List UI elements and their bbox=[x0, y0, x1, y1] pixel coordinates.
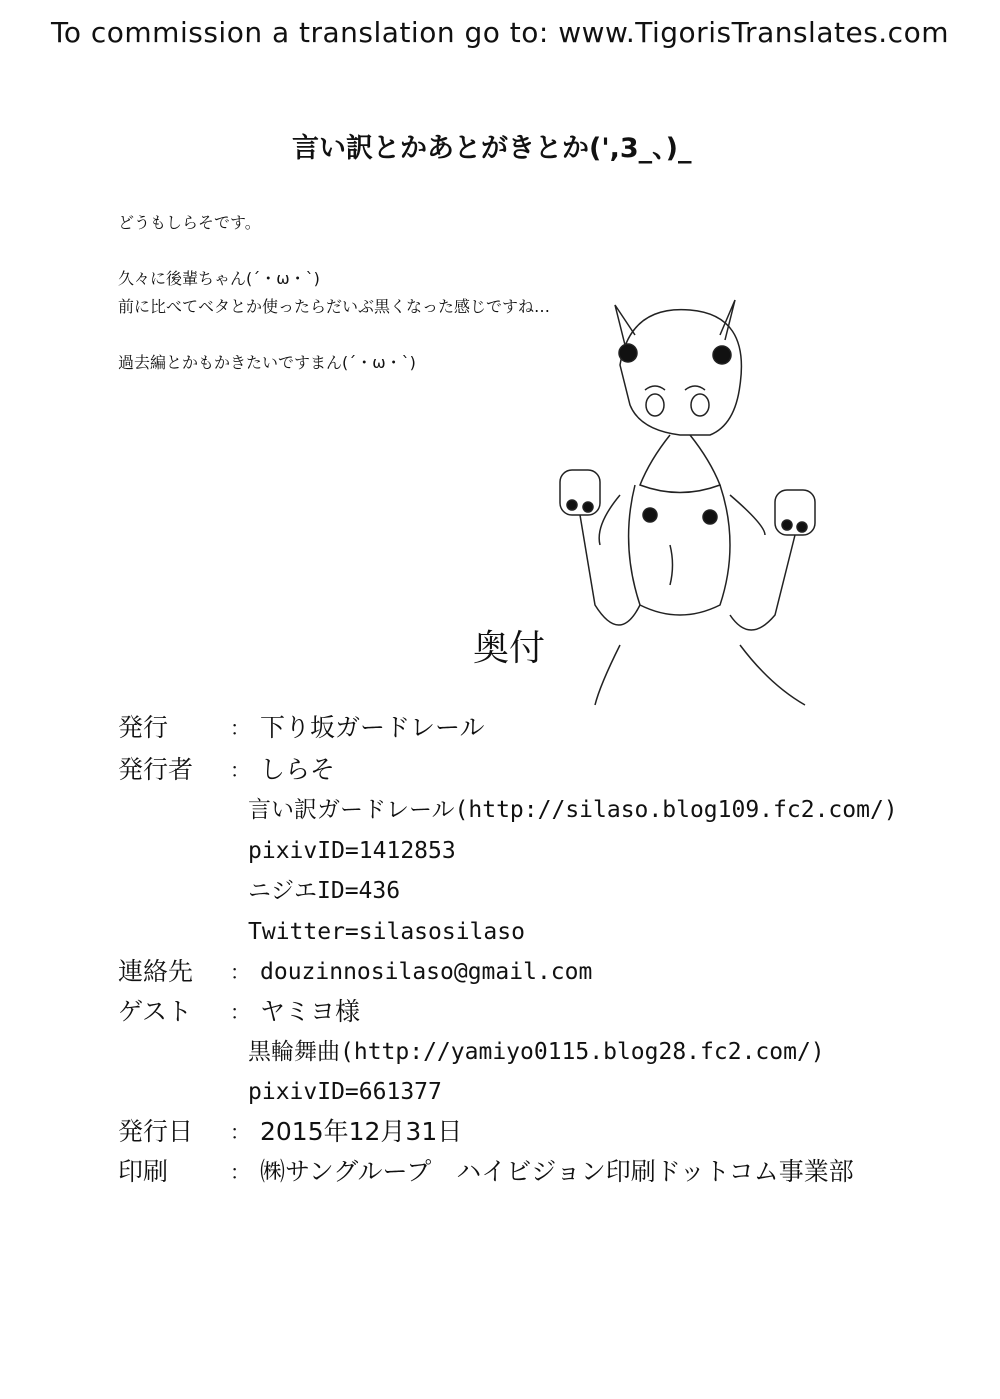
row-label: 発行 bbox=[118, 713, 169, 742]
row-label: 印刷 bbox=[118, 1157, 169, 1186]
row-value: 下り坂ガードレール bbox=[260, 713, 485, 742]
afterword-title: 言い訳とかあとがきとか(',3_、)_ bbox=[292, 133, 692, 164]
row-colon: ： bbox=[230, 960, 250, 984]
row-value: pixivID=1412853 bbox=[248, 838, 456, 864]
row-label: 連絡先 bbox=[118, 957, 194, 986]
row-value: ニジエID=436 bbox=[248, 878, 401, 904]
row-value: 黒輪舞曲(http://yamiyo0115.blog28.fc2.com/) bbox=[248, 1039, 825, 1065]
afterword-line: 久々に後輩ちゃん(´・ω・`) bbox=[118, 269, 320, 288]
row-value: 言い訳ガードレール(http://silaso.blog109.fc2.com/) bbox=[248, 797, 898, 823]
afterword-line: どうもしらそです。 bbox=[118, 213, 261, 232]
row-value: pixivID=661377 bbox=[248, 1079, 442, 1105]
row-colon: ： bbox=[230, 758, 250, 782]
character-illustration bbox=[540, 285, 820, 715]
row-label: 発行者 bbox=[118, 755, 194, 784]
row-colon: ： bbox=[230, 716, 250, 740]
row-value: Twitter=silasosilaso bbox=[248, 919, 525, 945]
row-label: ゲスト bbox=[118, 997, 193, 1026]
row-colon: ： bbox=[230, 1160, 250, 1184]
colophon-heading: 奥付 bbox=[473, 628, 546, 669]
row-colon: ： bbox=[230, 1120, 250, 1144]
afterword-line: 前に比べてベタとか使ったらだいぶ黒くなった感じですね… bbox=[118, 297, 551, 316]
row-label: 発行日 bbox=[118, 1117, 194, 1146]
row-value: 2015年12月31日 bbox=[260, 1117, 463, 1146]
row-value: douzinnosilaso@gmail.com bbox=[260, 959, 593, 985]
row-colon: ： bbox=[230, 1000, 250, 1024]
afterword-line: 過去編とかもかきたいですまん(´・ω・`) bbox=[118, 353, 416, 372]
translation-banner: To commission a translation go to: www.TigorisTranslates.com bbox=[51, 16, 949, 49]
row-value: ㈱サングループ ハイビジョン印刷ドットコム事業部 bbox=[260, 1157, 854, 1186]
row-value: ヤミヨ様 bbox=[260, 997, 361, 1026]
row-value: しらそ bbox=[260, 755, 336, 784]
